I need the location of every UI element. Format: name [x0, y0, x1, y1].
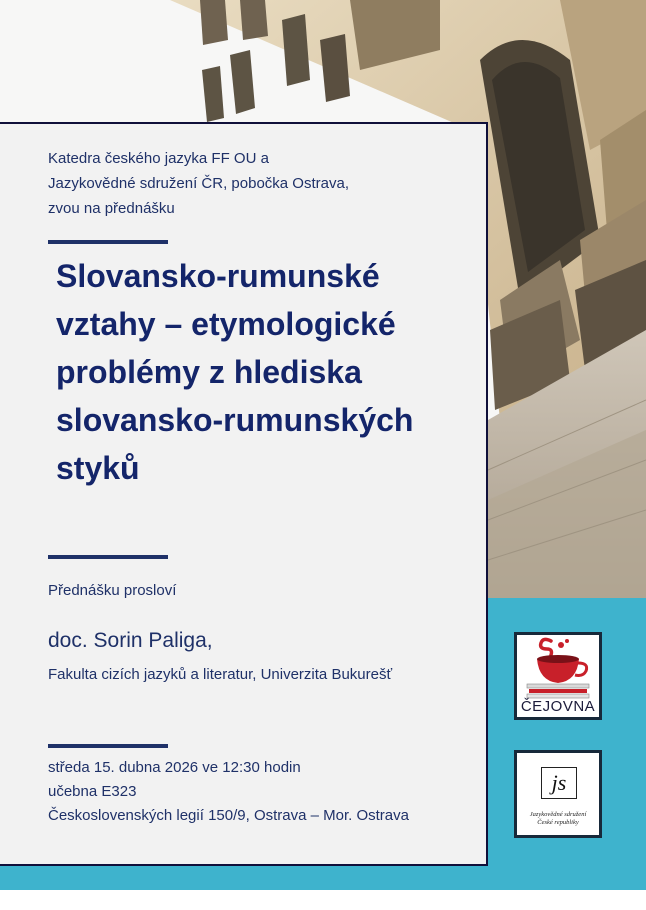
invitation-line: Jazykovědné sdružení ČR, pobočka Ostrava, [48, 175, 349, 192]
title-line: problémy z hlediska [56, 354, 362, 390]
title-line: styků [56, 450, 140, 486]
invitation-line: Katedra českého jazyka FF OU a [48, 150, 269, 167]
event-datetime: středa 15. dubna 2026 ve 12:30 hodin [48, 759, 301, 776]
invitation-text [48, 146, 448, 221]
event-details [48, 756, 409, 828]
event-room: učebna E323 [48, 783, 137, 800]
js-monogram: js [541, 767, 577, 799]
js-association-logo [514, 750, 602, 838]
speaker-intro: Přednášku prosloví [48, 582, 177, 599]
event-address: Československých legií 150/9, Ostrava – Mor. Ostrava [48, 807, 409, 824]
bottom-white-strip [0, 890, 646, 910]
cejovna-name: ČEJOVNA [520, 698, 596, 715]
cejovna-logo [514, 632, 602, 720]
divider-rule [48, 744, 168, 748]
title-line: slovansko-rumunských [56, 402, 414, 438]
speaker-affiliation: Fakulta cizích jazyků a literatur, Univerzita Bukurešť [48, 666, 393, 683]
title-line: vztahy – etymologické [56, 306, 396, 342]
lecture-title [56, 252, 486, 492]
divider-rule [48, 240, 168, 244]
js-caption-line: České republiky [537, 819, 579, 826]
coffee-cup-books-icon [517, 635, 599, 701]
content-card [0, 122, 488, 866]
speaker-name: doc. Sorin Paliga, [48, 629, 213, 652]
title-line: Slovansko-rumunské [56, 258, 380, 294]
invitation-line: zvou na přednášku [48, 200, 175, 217]
js-caption-line: Jazykovědné sdružení [529, 811, 587, 818]
divider-rule [48, 555, 168, 559]
js-caption [519, 811, 597, 827]
